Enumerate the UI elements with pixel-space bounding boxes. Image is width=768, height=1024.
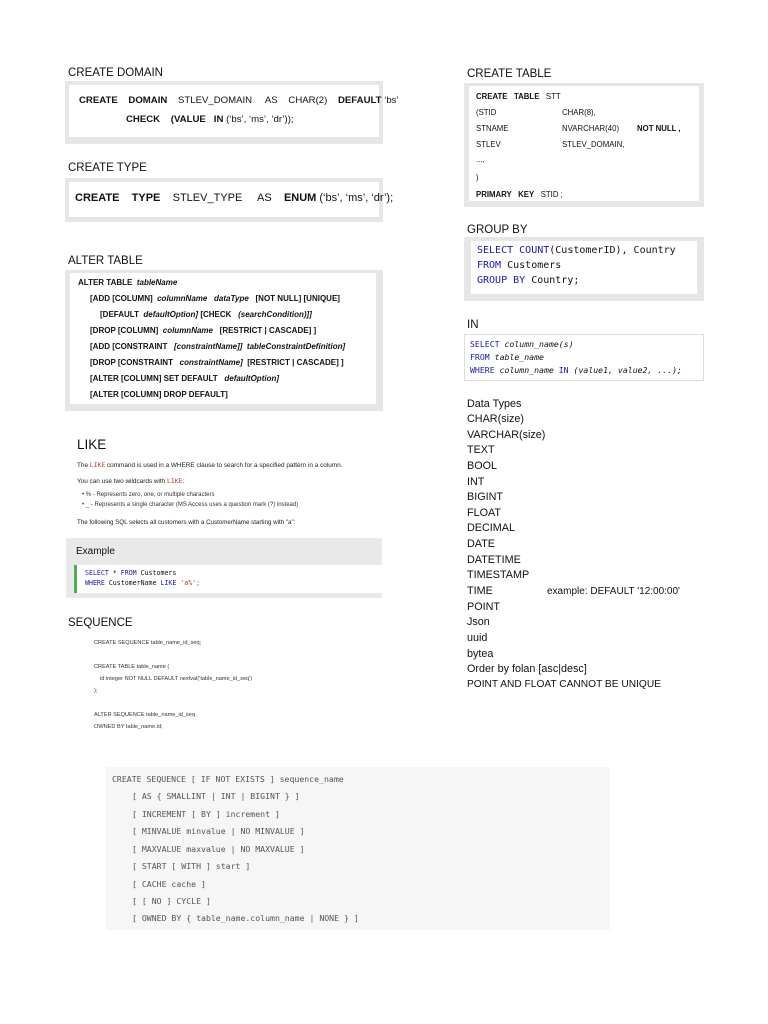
data-type-item: FLOAT [467, 507, 501, 519]
data-type-item: POINT [467, 601, 500, 613]
like-paragraph-2 [77, 477, 184, 485]
data-type-item: uuid [467, 632, 488, 644]
at-line-7a: [ALTER [COLUMN] SET DEFAULT [90, 374, 218, 383]
ct-kw-create: CREATE [476, 92, 508, 101]
at-line-5a: [ADD [CONSTRAINT [90, 342, 168, 351]
like-code-star: * [108, 569, 121, 577]
group-by-code [471, 241, 697, 294]
syntax-line-1: CREATE SEQUENCE [ IF NOT EXISTS ] sequence_name [112, 774, 344, 784]
in-table: table_name [489, 352, 544, 362]
like-section [66, 428, 382, 598]
kw-domain: DOMAIN [128, 95, 168, 106]
ct-col-1-name: (STID [476, 108, 497, 117]
gb-kw-group-by: GROUP BY [477, 275, 526, 286]
gb-select-args: (CustomerID), Country [549, 245, 676, 256]
data-type-item: DATE [467, 538, 495, 550]
at-line-4b: columnName [162, 326, 213, 335]
kw-value: (VALUE [170, 114, 206, 125]
kw-as: AS [257, 192, 272, 204]
group-by-heading: GROUP BY [467, 224, 528, 236]
data-type-item: bytea [467, 648, 494, 660]
like-code-line-2 [85, 579, 200, 587]
ct-col-1-type: CHAR(8), [562, 108, 596, 117]
enum-values: (‘bs’, ‘ms’, ‘dr’); [319, 192, 394, 204]
ct-kw-primary: PRIMARY [476, 190, 512, 199]
data-type-item: DATETIME [467, 554, 521, 566]
in-kw-select: SELECT [470, 339, 500, 349]
in-column: column_name [494, 365, 559, 375]
create-domain-panel [65, 81, 399, 144]
like-bullet-2-text: _ - Represents a single character (MS Access uses a question mark (?) instead) [85, 502, 299, 508]
create-table-panel [464, 83, 704, 207]
syntax-line-6: [ START [ WITH ] start ] [132, 861, 251, 871]
kw-create: CREATE [79, 95, 118, 106]
syntax-line-5: [ MAXVALUE maxvalue | NO MAXVALUE ] [132, 844, 305, 854]
at-table-name: tableName [136, 278, 178, 287]
like-example-heading: Example [76, 546, 115, 557]
in-heading: IN [467, 319, 479, 331]
like-kw-where: WHERE [85, 579, 105, 587]
syntax-line-3: [ INCREMENT [ BY ] increment ] [132, 809, 280, 819]
like-p1-keyword: LIKE [89, 461, 106, 469]
at-line-3a: [DEFAULT [100, 310, 139, 319]
create-domain-code [69, 85, 399, 137]
in-kw-in: IN [558, 365, 569, 375]
kw-check: CHECK [126, 114, 161, 125]
ct-col-2-constraint: NOT NULL , [637, 124, 681, 133]
data-type-item: BIGINT [467, 491, 503, 503]
gb-line-1 [477, 245, 676, 256]
alter-table-panel [65, 270, 383, 411]
kw-as: AS [264, 95, 278, 106]
syntax-line-7: [ CACHE cache ] [132, 879, 206, 889]
at-line-5c: tableConstraintDefinition] [246, 342, 346, 351]
at-line-2c: dataType [214, 294, 249, 303]
like-kw-select: SELECT [85, 569, 109, 577]
alter-table-code [70, 273, 376, 404]
in-kw-from: FROM [470, 352, 490, 362]
check-values: (‘bs’, ‘ms’, ‘dr’)); [226, 114, 294, 125]
create-type-code [69, 182, 394, 217]
syntax-line-8: [ [ NO ] CYCLE ] [132, 896, 211, 906]
seq-line-4: ); [94, 688, 98, 694]
kw-create: CREATE [75, 192, 120, 204]
like-bullet-1: • % - Represents zero, one, or multiple characters [82, 492, 215, 498]
in-code [464, 334, 704, 381]
ct-close-paren: ) [476, 173, 479, 182]
default-value: ‘bs’ [384, 95, 399, 106]
seq-line-5: ALTER SEQUENCE table_name_id_seq [94, 712, 195, 718]
like-code-line-1 [85, 569, 176, 577]
type-name: STLEV_TYPE [172, 192, 243, 204]
ct-ellipsis: ..., [476, 155, 485, 164]
like-example-box [66, 538, 382, 598]
data-type-item: BOOL [467, 460, 498, 472]
data-type-item: DECIMAL [467, 522, 515, 534]
create-type-panel [65, 178, 394, 222]
like-code-pattern: 'a%'; [176, 579, 201, 587]
at-line-1-kw: ALTER TABLE [78, 278, 133, 287]
gb-table: Customers [501, 260, 562, 271]
in-values: (value1, value2, ...); [568, 365, 682, 375]
syntax-line-2: [ AS { SMALLINT | INT | BIGINT } ] [132, 791, 300, 801]
in-line-2 [470, 352, 544, 362]
ct-kw-table: TABLE [513, 92, 540, 101]
create-sequence-syntax-box [106, 767, 610, 930]
in-columns: column_name(s) [499, 339, 574, 349]
at-line-4a: [DROP [COLUMN] [90, 326, 159, 335]
at-line-2a: [ADD [COLUMN] [90, 294, 153, 303]
syntax-line-4: [ MINVALUE minvalue | NO MINVALUE ] [132, 826, 305, 836]
unique-note: POINT AND FLOAT CANNOT BE UNIQUE [467, 679, 661, 690]
at-line-4c: [RESTRICT | CASCADE] ] [219, 326, 317, 335]
syntax-line-9: [ OWNED BY { table_name.column_name | NONE } ] [132, 913, 359, 923]
create-type-heading: CREATE TYPE [68, 162, 147, 174]
seq-line-3: id integer NOT NULL DEFAULT nextval('table_name_id_seq') [100, 676, 253, 682]
gb-column: Country; [525, 275, 580, 286]
kw-enum: ENUM [283, 192, 317, 204]
at-line-2b: columnName [157, 294, 208, 303]
gb-line-2 [477, 260, 561, 271]
like-bullet-1-text: % - Represents zero, one, or multiple characters [85, 492, 215, 498]
at-line-7b: defaultOption] [224, 374, 280, 383]
time-default-example: example: DEFAULT '12:00:00' [547, 586, 680, 597]
data-type-item: TEXT [467, 444, 495, 456]
seq-line-2: CREATE TABLE table_name ( [94, 664, 170, 670]
create-table-heading: CREATE TABLE [467, 68, 552, 80]
data-type-item: VARCHAR(size) [467, 429, 546, 441]
at-line-2d: [NOT NULL] [UNIQUE] [255, 294, 340, 303]
like-paragraph-1 [77, 461, 342, 469]
kw-in: IN [213, 114, 224, 125]
gb-line-3 [477, 275, 579, 286]
alter-table-heading: ALTER TABLE [68, 255, 143, 267]
at-line-6c: [RESTRICT | CASCADE] ] [247, 358, 344, 367]
domain-name: STLEV_DOMAIN [177, 95, 253, 106]
ct-col-2-name: STNAME [476, 124, 509, 133]
sequence-heading: SEQUENCE [68, 617, 133, 629]
like-kw-like: LIKE [160, 579, 177, 587]
like-p2-b: : [182, 478, 185, 485]
at-line-6a: [DROP [CONSTRAINT [90, 358, 173, 367]
in-line-3 [470, 365, 682, 375]
gb-kw-from: FROM [477, 260, 502, 271]
at-line-3d: (searchCondition)]] [238, 310, 312, 319]
gb-fn-count: COUNT [519, 245, 550, 256]
seq-line-6: OWNED BY table_name.id; [94, 724, 163, 730]
domain-type: CHAR(2) [288, 95, 328, 106]
kw-default: DEFAULT [337, 95, 382, 106]
gb-kw-select: SELECT [477, 245, 514, 256]
data-type-item: TIME [467, 585, 493, 597]
create-table-code [469, 86, 699, 201]
ct-table-name: STT [545, 92, 561, 101]
like-code-table: Customers [136, 569, 177, 577]
ct-pk-column: STID ; [540, 190, 563, 199]
ct-col-3-type: STLEV_DOMAIN, [562, 140, 625, 149]
seq-line-1: CREATE SEQUENCE table_name_id_seq; [94, 640, 202, 646]
data-type-item: TIMESTAMP [467, 569, 530, 581]
like-paragraph-3: The following SQL selects all customers with a CustomerName starting with "a": [77, 519, 296, 526]
data-type-item: CHAR(size) [467, 413, 524, 425]
at-line-8: [ALTER [COLUMN] DROP DEFAULT] [90, 390, 228, 399]
at-line-3b: defaultOption] [143, 310, 199, 319]
data-types-heading: Data Types [467, 398, 522, 410]
ct-kw-key: KEY [518, 190, 535, 199]
data-type-item: INT [467, 476, 485, 488]
like-code-column: CustomerName [104, 579, 161, 587]
at-line-6b: constraintName] [179, 358, 243, 367]
ct-col-3-name: STLEV [476, 140, 501, 149]
like-heading: LIKE [77, 437, 107, 452]
at-line-3c: [CHECK [200, 310, 232, 319]
kw-type: TYPE [131, 192, 161, 204]
like-p2-keyword: LIKE [167, 477, 183, 485]
like-p2-a: You can use two wildcards with [77, 478, 167, 485]
like-kw-from: FROM [120, 569, 137, 577]
order-by-note: Order by folan [asc|desc] [467, 663, 587, 675]
in-kw-where: WHERE [470, 365, 495, 375]
like-bullet-2: • _ - Represents a single character (MS Access uses a question mark (?) instead) [82, 502, 299, 508]
like-p1-b: command is used in a WHERE clause to search for a specified pattern in a column. [105, 462, 343, 469]
data-type-item: Json [467, 616, 490, 628]
create-domain-heading: CREATE DOMAIN [68, 67, 163, 79]
in-line-1 [470, 339, 574, 349]
group-by-panel [464, 237, 704, 301]
ct-col-2-type: NVARCHAR(40) [562, 124, 620, 133]
like-example-code [74, 565, 385, 593]
like-p1-a: The [77, 462, 90, 469]
at-line-5b: [constraintName]] [174, 342, 243, 351]
